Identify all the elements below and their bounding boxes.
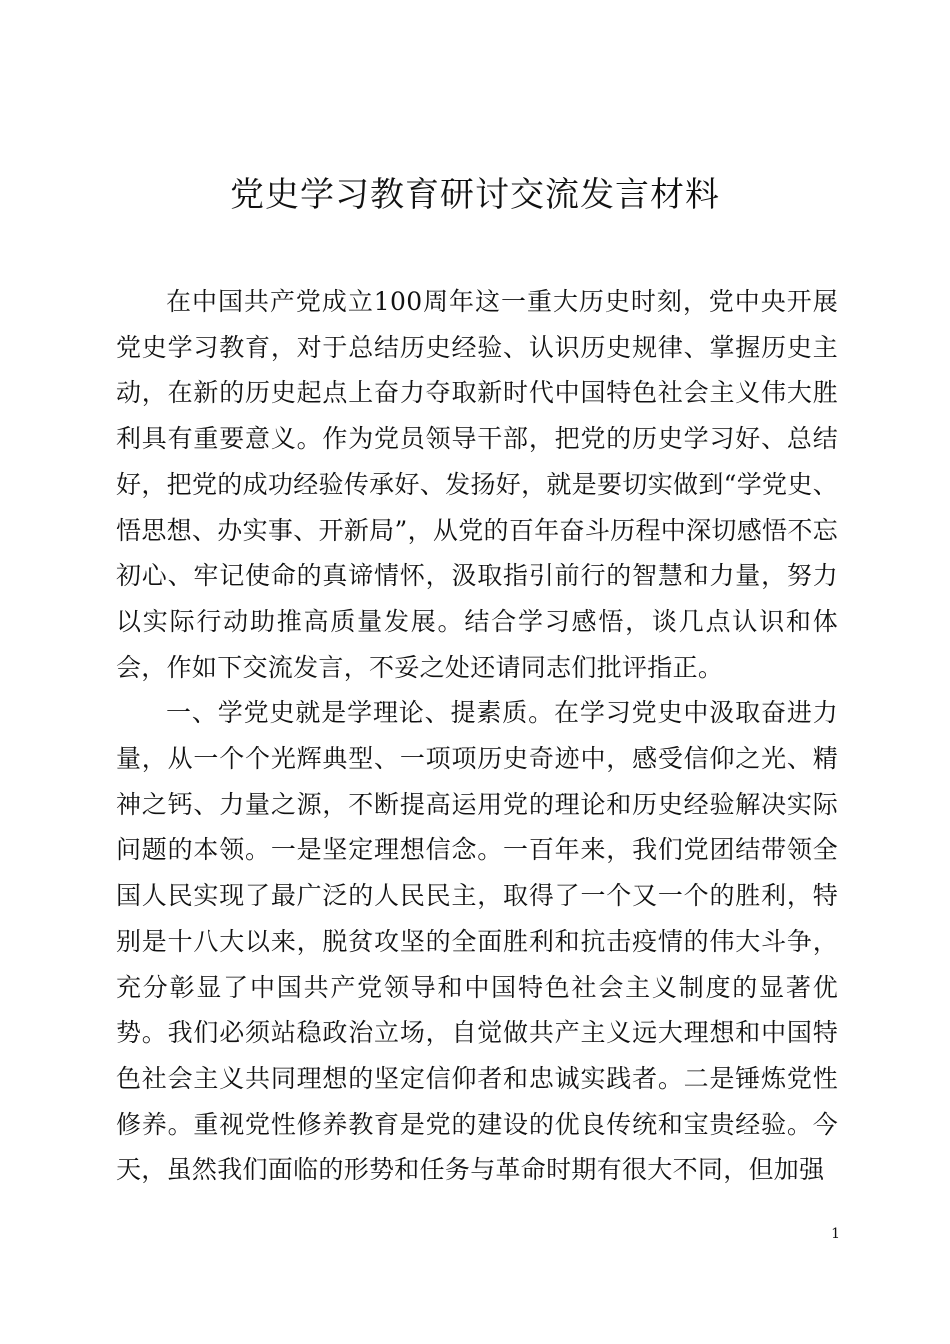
page-number: 1 bbox=[831, 1226, 840, 1242]
document-title: 党史学习教育研讨交流发言材料 bbox=[230, 175, 720, 215]
section-one-paragraph: 一、学党史就是学理论、提素质。在学习党史中汲取奋进力量，从一个个光辉典型、一项项历史奇迹中，感受信仰之光、精神之钙、力量之源，不断提高运用党的理论和历史经验解决实际问题的本领。一是坚定理想信念。一百年来，我们党团结带领全国人民实现了最广泛的人民民主，取得了一个又一个的胜利，特别是十八大以来，脱贫攻坚的全面胜利和抗击疫情的伟大斗争，充分彰显了中国共产党领导和中国特色社会主义制度的显著优势。我们必须站稳政治立场，自觉做共产主义远大理想和中国特色社会主义共同理想的坚定信仰者和忠诚实践者。二是锤炼党性修养。重视党性修养教育是党的建设的优良传统和宝贵经验。今天，虽然我们面临的形势和任务与革命时期有很大不同，但加强 bbox=[116, 698, 838, 1185]
document-body bbox=[116, 279, 838, 1193]
intro-paragraph: 在中国共产党成立100周年这一重大历史时刻，党中央开展党史学习教育，对于总结历史经验、认识历史规律、掌握历史主动，在新的历史起点上奋力夺取新时代中国特色社会主义伟大胜利具有重要意义。作为党员领导干部，把党的历史学习好、总结好，把党的成功经验传承好、发扬好，就是要切实做到“学党史、悟思想、办实事、开新局”，从党的百年奋斗历程中深切感悟不忘初心、牢记使命的真谛情怀，汲取指引前行的智慧和力量，努力以实际行动助推高质量发展。结合学习感悟，谈几点认识和体会，作如下交流发言，不妥之处还请同志们批评指正。 bbox=[116, 287, 838, 682]
